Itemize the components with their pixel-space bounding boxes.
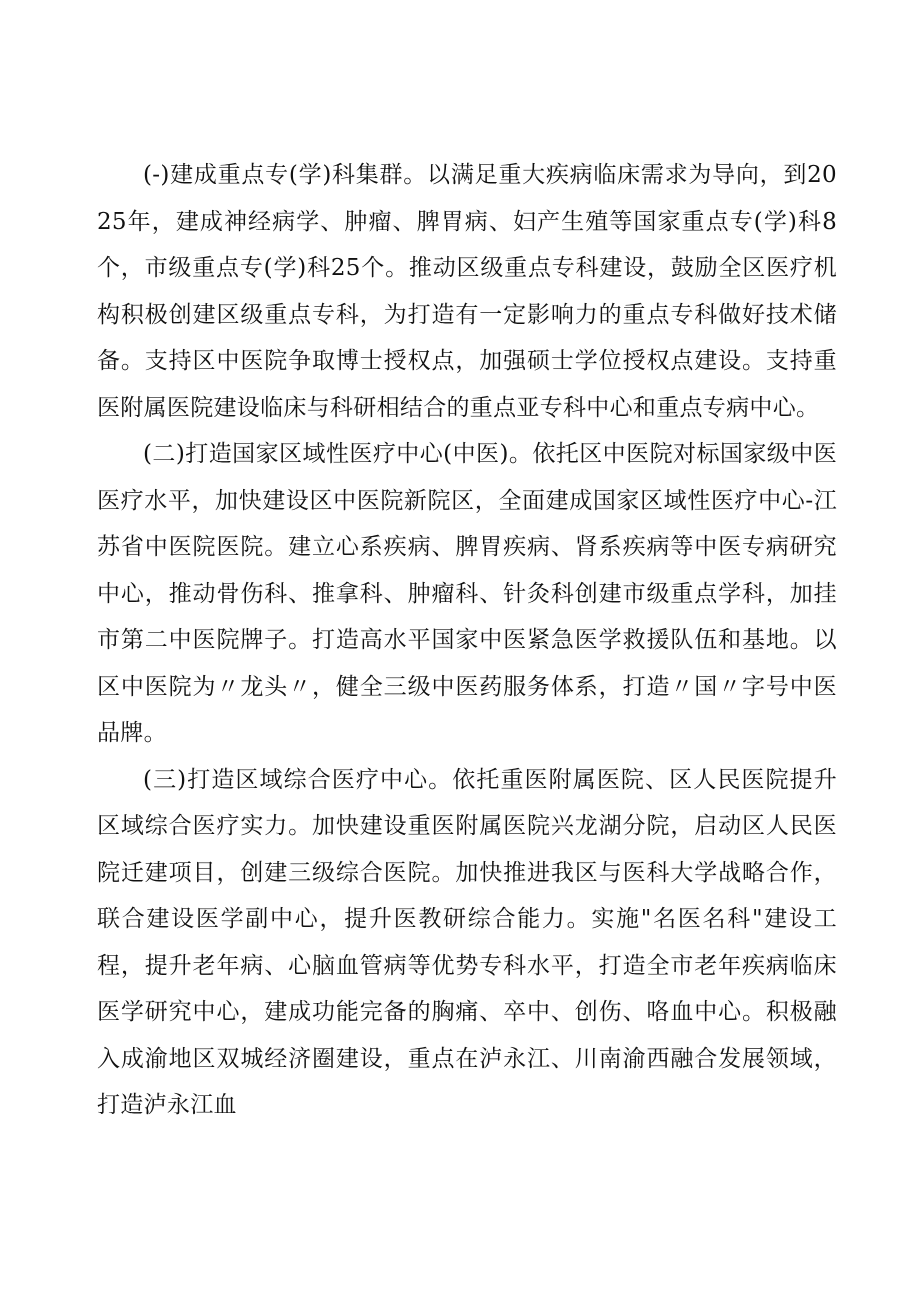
document-body xyxy=(97,152,837,1129)
paragraph-tcm-medical-center: (二)打造国家区域性医疗中心(中医)。依托区中医院对标国家级中医医疗水平，加快建设区中医院新院区，全面建成国家区域性医疗中心-江苏省中医院医院。建立心系疾病、脾胃疾病、肾系疾病等中医专病研究中心，推动骨伤科、推拿科、肿瘤科、针灸科创建市级重点学科，加挂市第二中医院牌子。打造高水平国家中医紧急医学救援队伍和基地。以区中医院为〃龙头〃，健全三级中医药服务体系，打造〃国〃字号中医品牌。 xyxy=(97,441,837,746)
paragraph-key-disciplines: (-)建成重点专(学)科集群。以满足重大疾病临床需求为导向，到2025年，建成神经病学、肿瘤、脾胃病、妇产生殖等国家重点专(学)科8个，市级重点专(学)科25个。推动区级重点专科建设，鼓励全区医疗机构积极创建区级重点专科，为打造有一定影响力的重点专科做好技术储备。支持区中医院争取博士授权点，加强硕士学位授权点建设。支持重医附属医院建设临床与科研相结合的重点亚专科中心和重点专病中心。 xyxy=(97,162,837,421)
paragraph-comprehensive-medical-center: (三)打造区域综合医疗中心。依托重医附属医院、区人民医院提升区域综合医疗实力。加快建设重医附属医院兴龙湖分院，启动区人民医院迁建项目，创建三级综合医院。加快推进我区与医科大学战略合作，联合建设医学副中心，提升医教研综合能力。实施"名医名科"建设工程，提升老年病、心脑血管病等优势专科水平，打造全市老年疾病临床医学研究中心，建成功能完备的胸痛、卒中、创伤、咯血中心。积极融入成渝地区双城经济圈建设，重点在泸永江、川南渝西融合发展领域，打造泸永江血 xyxy=(97,766,837,1118)
